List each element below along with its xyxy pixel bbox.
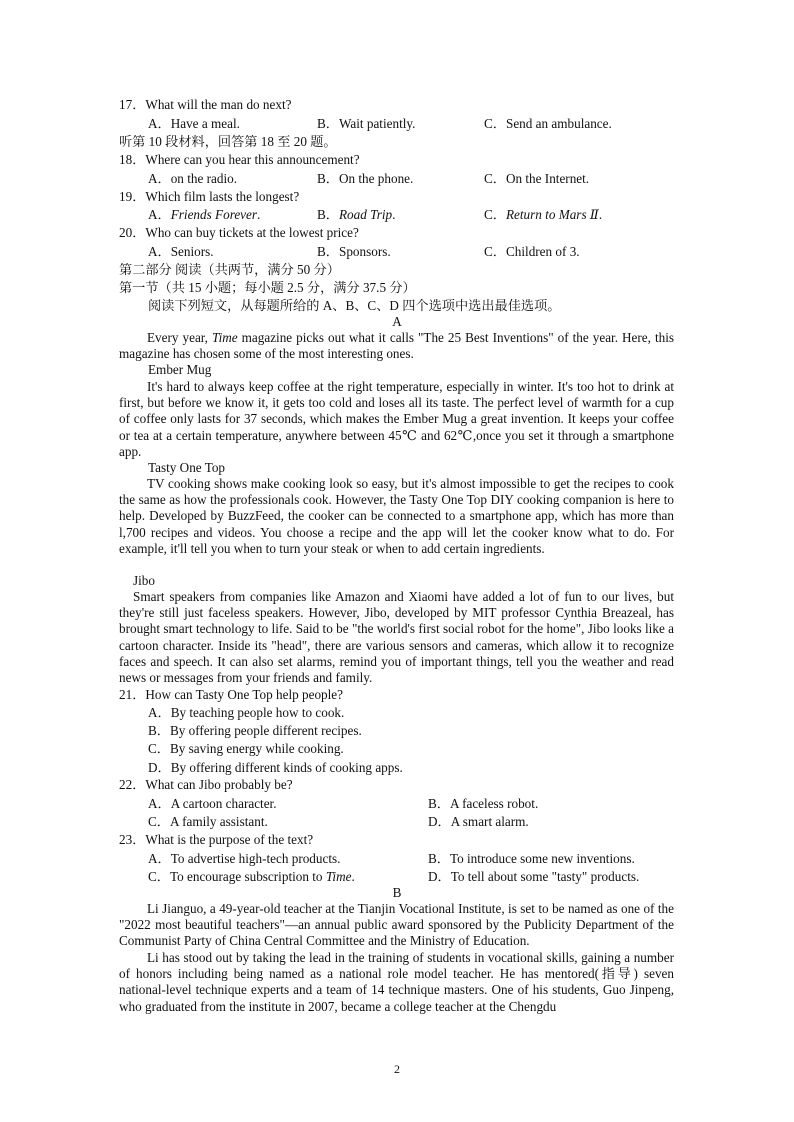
q17-option-a: A．Have a meal. [148, 116, 240, 131]
section-10-instruction: 听第 10 段材料，回答第 18 至 20 题。 [119, 134, 337, 149]
part-two-title: 第二部分 阅读（共两节，满分 50 分） [119, 262, 340, 277]
q20-option-a: A．Seniors. [148, 244, 214, 259]
magazine-name: Time [211, 330, 238, 345]
q23-option-b: B．To introduce some new inventions. [428, 851, 635, 866]
passage-b-paragraph-1: Li Jianguo, a 49-year-old teacher at the Tianjin Vocational Institute, is set to be named as one of the "2022 most beautiful teachers"—an annual public award sponsored by the Publicity Department of the Communist Party of China Central Committee and the Ministry of Education. [119, 901, 674, 949]
q23-option-c: C．To encourage subscription to Time. [148, 869, 355, 884]
q22-option-b: B．A faceless robot. [428, 796, 539, 811]
q17-option-b: B．Wait patiently. [317, 116, 416, 131]
q22-question: 22．What can Jibo probably be? [119, 777, 293, 792]
q19-option-c: C．Return to Mars Ⅱ. [484, 207, 603, 222]
q22-option-a: A．A cartoon character. [148, 796, 277, 811]
passage-b-paragraph-2: Li has stood out by taking the lead in the training of students in vocational skills, gaining a number of honors including being named as a national role model teacher. He has mentored(指导) seven national-level technique experts and a team of 14 technique masters. One of his students, Guo Jinpeng, who graduated from the institute in 2007, became a college teacher at the Chengdu [119, 950, 674, 1014]
film-title: Friends Forever [170, 207, 258, 222]
q22-option-c: C．A family assistant. [148, 814, 268, 829]
q21-question: 21．How can Tasty One Top help people? [119, 687, 343, 702]
q18-question: 18．Where can you hear this announcement? [119, 152, 360, 167]
paragraph-ember-mug: It's hard to always keep coffee at the right temperature, especially in winter. It's too hot to drink at first, but before we know it, it gets too cold and loses all its taste. The perfect level of warmth for a cup of coffee only lasts for 37 seconds, which makes the Ember Mug a great invention. It keeps your coffee or tea at a certain temperature, anywhere between 45℃ and 62℃,once you set it through a smartphone app. [119, 379, 674, 459]
paragraph-tasty-one-top: TV cooking shows make cooking look so easy, but it's almost impossible to get the recipes to cook the same as how the professionals cook. However, the Tasty One Top DIY cooking companion is here to help. Developed by BuzzFeed, the cooker can be connected to a smartphone app, which has more than l,700 recipes and videos. You choose a recipe and the app will let the cooker know what to do. For example, it'll tell you when to turn your steak or when to add certain ingredients. [119, 476, 674, 556]
q21-option-c: C．By saving energy while cooking. [148, 741, 344, 756]
q18-option-c: C．On the Internet. [484, 171, 590, 186]
q18-option-b: B．On the phone. [317, 171, 414, 186]
section-one-title: 第一节（共 15 小题；每小题 2.5 分，满分 37.5 分） [119, 280, 416, 295]
passage-a-label: A [392, 314, 402, 329]
q20-option-b: B．Sponsors. [317, 244, 391, 259]
page-number: 2 [394, 1062, 400, 1076]
heading-ember-mug: Ember Mug [148, 362, 212, 377]
q20-question: 20．Who can buy tickets at the lowest price? [119, 225, 359, 240]
q22-option-d: D．A smart alarm. [428, 814, 529, 829]
q20-option-c: C．Children of 3. [484, 244, 580, 259]
q19-option-a: A．Friends Forever. [148, 207, 261, 222]
passage-b-label: B [392, 885, 402, 900]
q21-option-d: D．By offering different kinds of cooking apps. [148, 760, 403, 775]
q19-question: 19．Which film lasts the longest? [119, 189, 300, 204]
paragraph-jibo: Smart speakers from companies like Amazon and Xiaomi have added a lot of fun to our lives, but they're still just faceless speakers. However, Jibo, developed by MIT professor Cynthia Breazeal, has brought smart technology to life. Said to be "the world's first social robot for the home", Jibo looks like a cartoon character. Inside its "head", there are various sensors and cameras, which allow it to recognize faces and speech. It can also set alarms, remind you of important things, tell you the weather and read news or messages from your friends and family. [119, 589, 674, 686]
q23-option-a: A．To advertise high-tech products. [148, 851, 341, 866]
film-title: Road Trip [338, 207, 393, 222]
q21-option-a: A．By teaching people how to cook. [148, 705, 345, 720]
q17-option-c: C．Send an ambulance. [484, 116, 612, 131]
q23-question: 23．What is the purpose of the text? [119, 832, 314, 847]
magazine-name: Time [325, 869, 352, 884]
q21-option-b: B．By offering people different recipes. [148, 723, 362, 738]
heading-tasty-one-top: Tasty One Top [148, 460, 226, 475]
heading-jibo: Jibo [133, 573, 155, 588]
reading-instruction: 阅读下列短文，从每题所给的 A、B、C、D 四个选项中选出最佳选项。 [148, 298, 561, 313]
film-title: Return to Mars Ⅱ [505, 207, 599, 222]
q18-option-a: A．on the radio. [148, 171, 237, 186]
q23-option-d: D．To tell about some "tasty" products. [428, 869, 640, 884]
passage-a-intro: Every year, Time magazine picks out what it calls "The 25 Best Inventions" of the year. Here, this magazine has chosen some of the most interesting ones. [119, 330, 674, 362]
q19-option-b: B．Road Trip. [317, 207, 396, 222]
q17-question: 17．What will the man do next? [119, 97, 292, 112]
